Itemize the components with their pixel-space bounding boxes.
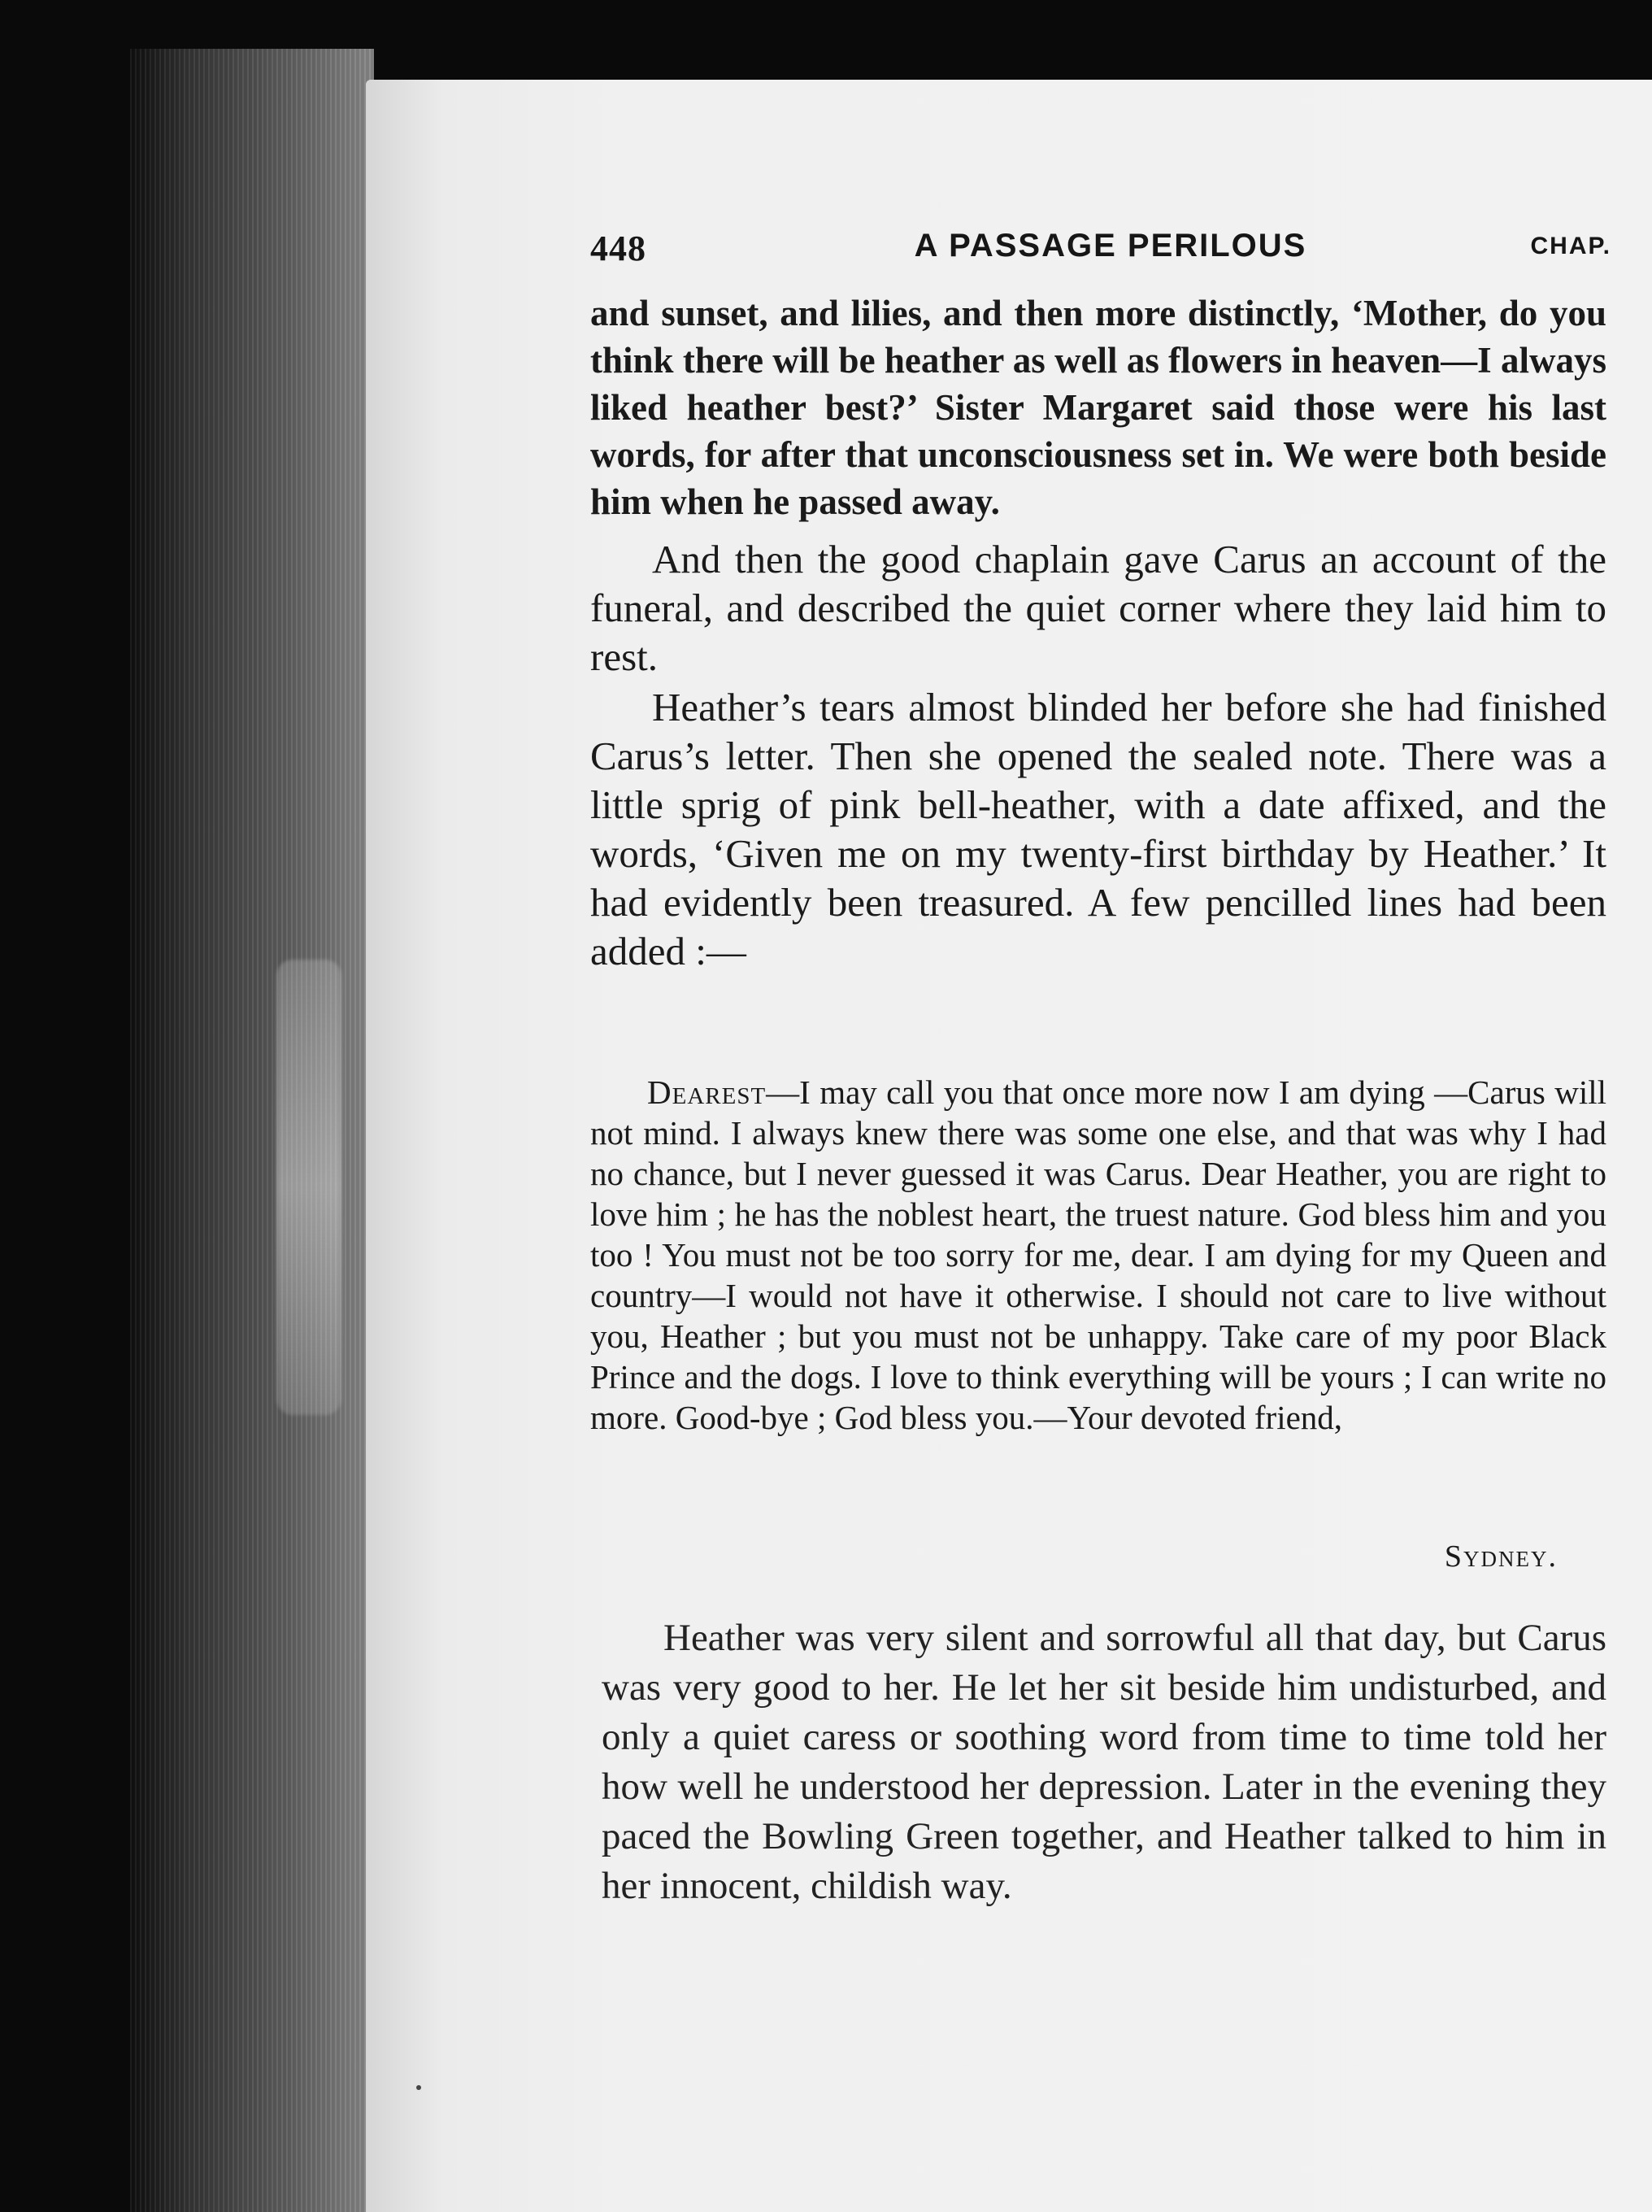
letter-salutation: Dearest (647, 1073, 767, 1111)
opening-paragraph: and sunset, and lilies, and then more distinctly, ‘Mother, do you think there will be heather as well as flowers in heaven—I always liked heather best?’ Sister Margaret said those were his last words, for after that unconsciousness set in. We were both beside him when he passed away. (590, 293, 1606, 522)
chapter-label: CHAP. (1530, 233, 1611, 259)
paragraph-aftermath: Heather was very silent and sorrowful all that day, but Carus was very good to her. He let her sit beside him undisturbed, and only a quiet caress or soothing word from time to time told her how well he understood her depression. Later in the evening they paced the Bowling Green together, and Heather talked to him in her innocent, childish way. (602, 1617, 1606, 1907)
page-number: 448 (590, 229, 646, 268)
page-header (590, 228, 1611, 268)
letter-body: —I may call you that once more now I am dying —Carus will not mind. I always knew there was some one else, and that was why I had no chance, but I never guessed it was Carus. Dear Heather, you are right to love him ; he has the noblest heart, the truest nature. God bless him and you too ! You must not be too sorry for me, dear. I am dying for my Queen and country—I would not have it otherwise. I should not care to live without you, Heather ; but you must not be unhappy. Take care of my poor Black Prince and the dogs. I love to think everything will be yours ; I can write no more. Good-bye ; God bless you.—Your devoted friend, (590, 1073, 1606, 1436)
letter-signature: Sydney. (1444, 1539, 1558, 1574)
running-title: A PASSAGE PERILOUS (914, 228, 1307, 263)
paragraph-chaplain: And then the good chaplain gave Carus an account of the funeral, and described the quiet corner where they laid him to rest. (590, 537, 1606, 679)
letter-text (590, 1072, 1606, 1438)
page-speck (416, 2085, 421, 2090)
library-stamp (276, 960, 341, 1415)
paragraph-sealed-note: Heather’s tears almost blinded her before she had finished Carus’s letter. Then she opened the sealed note. There was a little sprig of pink bell-heather, with a date affixed, and the words, ‘Given me on my twenty-first birthday by Heather.’ It had evidently been treasured. A few pencilled lines had been added :— (590, 685, 1606, 973)
